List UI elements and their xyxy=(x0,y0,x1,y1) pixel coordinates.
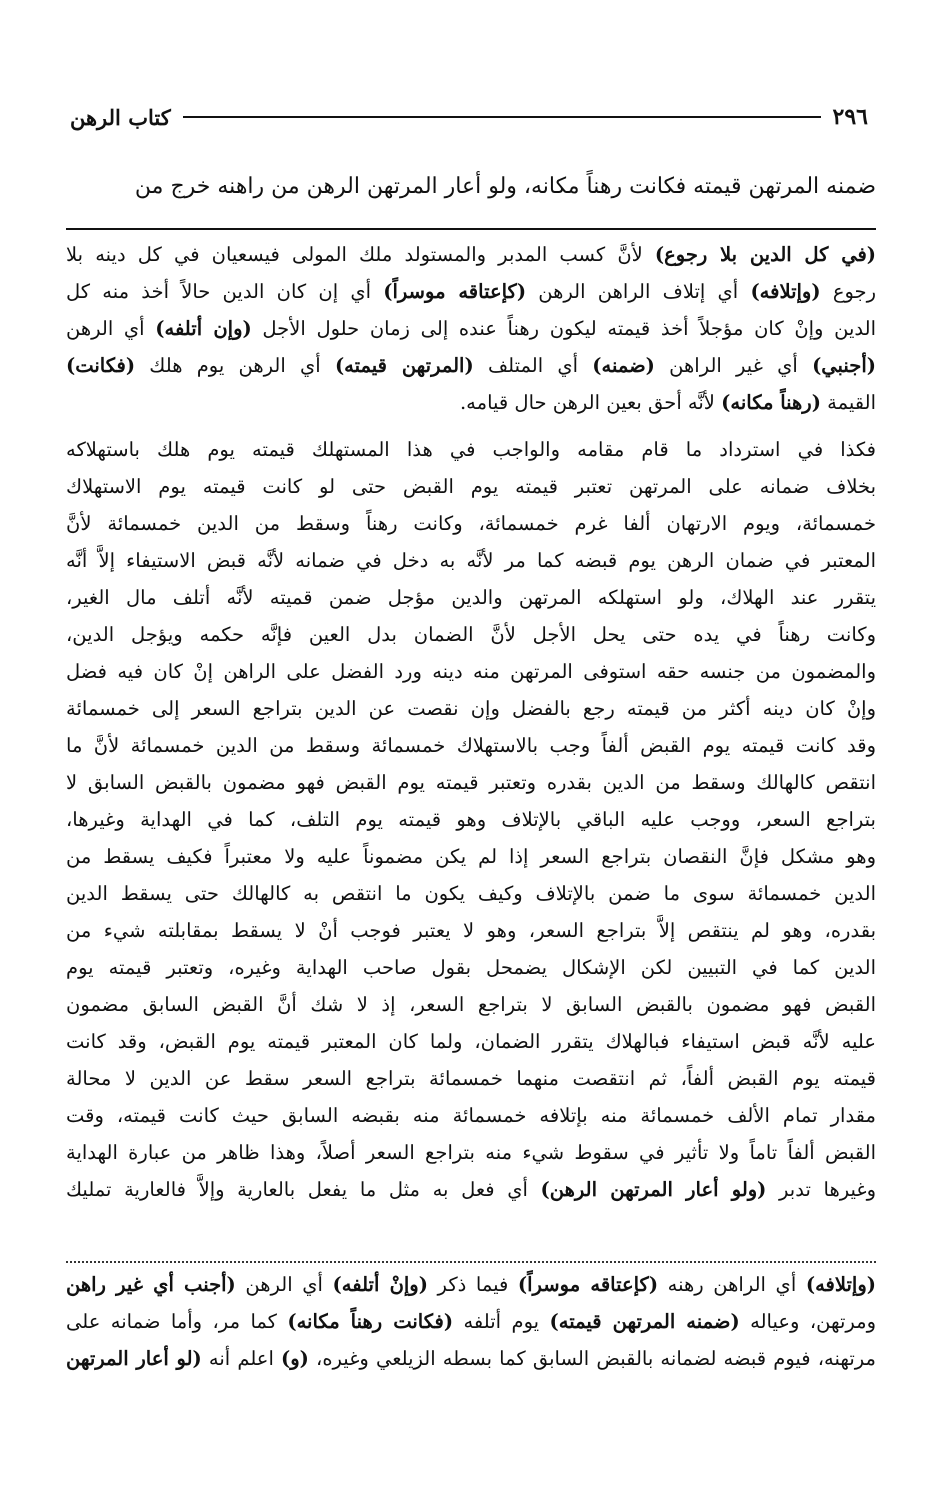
commentary-block-2 xyxy=(66,431,876,1208)
commentary-line: بقدره، وهو لم ينتقص إلاَّ بتراجع السعر، وهو لا يعتبر فوجب أنْ لا يسقط بمقابلته شيء من xyxy=(66,919,876,942)
quoted-matn: (وإنْ أتلفه) xyxy=(332,1273,428,1296)
commentary-line: والمضمون من جنسه حقه استوفى المرتهن منه دينه ورد الفضل على الراهن إنْ كان فيه فضل xyxy=(66,660,876,683)
commentary-line: فكذا في استرداد ما قام مقامه والواجب في هذا المستهلك قيمته يوم هلك باستهلاكه xyxy=(66,438,876,461)
footnote-line xyxy=(66,1303,876,1340)
commentary-line: المعتبر في ضمان الرهن يوم قبضه كما مر لأنَّه به دخل في ضمانه لأنَّه قبض الاستيفاء إلاَّ أنَّه xyxy=(66,549,876,572)
quoted-matn: (وإتلافه) xyxy=(750,280,821,303)
commentary-line: وقد كانت قيمته يوم القبض ألفاً وجب بالاستهلاك خمسمائة وسقط من الدين خمسمائة لأنَّ ما xyxy=(66,734,876,757)
commentary-line: وإنْ كان دينه أكثر من قيمته رجع بالفضل وإن نقصت عن الدين بتراجع السعر إلى خمسمائة xyxy=(66,697,876,720)
sharh-text: لأنَّه أحق بعين الرهن حال قيامه. xyxy=(459,391,722,414)
sharh-text: أي فعل به مثل ما يفعل بالعارية وإلاَّ فالعارية تمليك xyxy=(66,1178,541,1201)
commentary-line xyxy=(66,273,876,310)
quoted-matn: (فكانت رهناً مكانه) xyxy=(287,1310,454,1333)
sharh-text: أي إن كان الدين حالاً أخذ منه كل xyxy=(66,280,384,303)
commentary-line xyxy=(66,347,876,384)
quoted-matn: (ضمنه) xyxy=(592,354,655,377)
sharh-text: اعلم أنه xyxy=(201,1347,282,1370)
page-number: ٢٩٦ xyxy=(832,104,868,130)
book-title: كتاب الرهن xyxy=(70,104,171,130)
commentary-line xyxy=(66,236,876,273)
sharh-text: الدين وإنْ كان مؤجلاً أخذ قيمته ليكون رهناً عنده إلى زمان حلول الأجل xyxy=(251,317,876,340)
commentary-line: قيمته يوم القبض ألفاً، ثم انتقصت منهما خمسمائة بتراجع السعر سقط عن الدين لا محالة xyxy=(66,1067,876,1090)
sharh-text: يوم أتلفه xyxy=(453,1310,550,1333)
quoted-matn: (في كل الدين بلا رجوع) xyxy=(654,243,876,266)
commentary-line xyxy=(66,310,876,347)
sharh-text: أي الرهن xyxy=(66,317,156,340)
footnote-separator-dots xyxy=(66,1261,876,1263)
quoted-matn: (ضمنه المرتهن قيمته) xyxy=(549,1310,740,1333)
footnote-line xyxy=(66,1340,876,1377)
commentary-line xyxy=(66,384,876,421)
footnote-block xyxy=(66,1266,876,1377)
quoted-matn: (ولو أعار المرتهن الرهن) xyxy=(540,1178,767,1201)
commentary-line: الدين خمسمائة سوى ما ضمن بالإتلاف وكيف يكون ما انتقص به كالهالك حتى يسقط الدين xyxy=(66,882,876,905)
commentary-line: القبض فهو مضمون بالقبض السابق لا بتراجع السعر، إذ لا شك أنَّ القبض السابق مضمون xyxy=(66,993,876,1016)
quoted-matn: (المرتهن قيمته) xyxy=(334,354,474,377)
commentary-line: بخلاف ضمانه على المرتهن تعتبر قيمته يوم القبض حتى لو كانت قيمته يوم الاستهلاك xyxy=(66,475,876,498)
quoted-matn: (كإعتاقه موسراً) xyxy=(383,280,527,303)
matn-line: ضمنه المرتهن قيمته فكانت رهناً مكانه، ولو أعار المرتهن الرهن من راهنه خرج من xyxy=(134,174,876,199)
sharh-text: القيمة xyxy=(820,391,876,414)
header-rule xyxy=(183,116,821,118)
sharh-text: كما مر، وأما ضمانه على xyxy=(66,1310,288,1333)
commentary-block-1 xyxy=(66,236,876,421)
commentary-line: وهو مشكل فإنَّ النقصان بتراجع السعر إذا لم يكن مضموناً عليه ولا معتبراً فكيف يسقط من xyxy=(66,845,876,868)
commentary-line xyxy=(66,1171,876,1208)
commentary-line: مقدار تمام الألف خمسمائة منه بإتلافه خمسمائة منه بقبضه السابق حيث كانت قيمته، وقت xyxy=(66,1104,876,1127)
footnote-line xyxy=(66,1266,876,1303)
sharh-text: أي الرهن يوم هلك xyxy=(135,354,335,377)
commentary-line: انتقص كالهالك وسقط من الدين بقدره وتعتبر قيمته يوم القبض فهو مضمون بالقبض السابق لا xyxy=(66,771,876,794)
quoted-matn: (و) xyxy=(281,1347,309,1370)
quoted-matn: (لو أعار المرتهن xyxy=(66,1347,202,1370)
commentary-line: وكانت رهناً في يده حتى يحل الأجل لأنَّ الضمان بدل العين فإنَّه حكمه ويؤجل الدين، xyxy=(66,623,876,646)
sharh-text: لأنَّ كسب المدبر والمستولد ملك المولى فيسعيان في كل دينه بلا xyxy=(66,243,655,266)
quoted-matn: (فكانت) xyxy=(66,354,136,377)
commentary-line: خمسمائة، ويوم الارتهان ألفا غرم خمسمائة، وكانت رهناً وسقط من الدين خمسمائة لأنَّ xyxy=(66,512,876,535)
sharh-text: رجوع xyxy=(820,280,876,303)
sharh-text: مرتهنه، فيوم قبضه لضمانه بالقبض السابق كما بسطه الزيلعي وغيره، xyxy=(308,1347,876,1370)
sharh-text: أي الراهن رهنه xyxy=(658,1273,806,1296)
matn-separator-rule xyxy=(66,228,876,230)
quoted-matn: (أجنب أي غير راهن xyxy=(66,1273,236,1296)
matn-text xyxy=(66,166,876,208)
sharh-text: أي الرهن xyxy=(235,1273,333,1296)
running-header xyxy=(70,102,868,132)
sharh-text: وغيرها تدبر xyxy=(766,1178,876,1201)
commentary-line: يتقرر عند الهلاك، ولو استهلكه المرتهن والدين مؤجل ضمن قميته لأنَّه أتلف مال الغير، xyxy=(66,586,876,609)
commentary-line: عليه لأنَّه قبض استيفاء فبالهلاك يتقرر الضمان، ولما كان المعتبر قيمته يوم القبض، وقد كانت xyxy=(66,1030,876,1053)
quoted-matn: (كإعتاقه موسراً) xyxy=(517,1273,659,1296)
sharh-text: ومرتهن، وعياله xyxy=(739,1310,876,1333)
quoted-matn: (أجنبي) xyxy=(812,354,876,377)
sharh-text: أي المتلف xyxy=(473,354,593,377)
commentary-line: الدين كما في التبيين لكن الإشكال يضمحل بقول صاحب الهداية وغيره، وتعتبر قيمته يوم xyxy=(66,956,876,979)
commentary-line: القبض ألفاً تاماً ولا تأثير في سقوط شيء منه بتراجع السعر أصلاً، وهذا ظاهر من عبارة الهداية xyxy=(66,1141,876,1164)
commentary-line: بتراجع السعر، ووجب عليه الباقي بالإتلاف وهو قيمته يوم التلف، كما في الهداية وغيرها، xyxy=(66,808,876,831)
sharh-text: أي غير الراهن xyxy=(654,354,813,377)
quoted-matn: (وإن أتلفه) xyxy=(155,317,252,340)
quoted-matn: (وإتلافه) xyxy=(805,1273,876,1296)
sharh-text: فيما ذكر xyxy=(427,1273,518,1296)
quoted-matn: (رهناً مكانه) xyxy=(721,391,821,414)
sharh-text: أي إتلاف الراهن الرهن xyxy=(526,280,751,303)
